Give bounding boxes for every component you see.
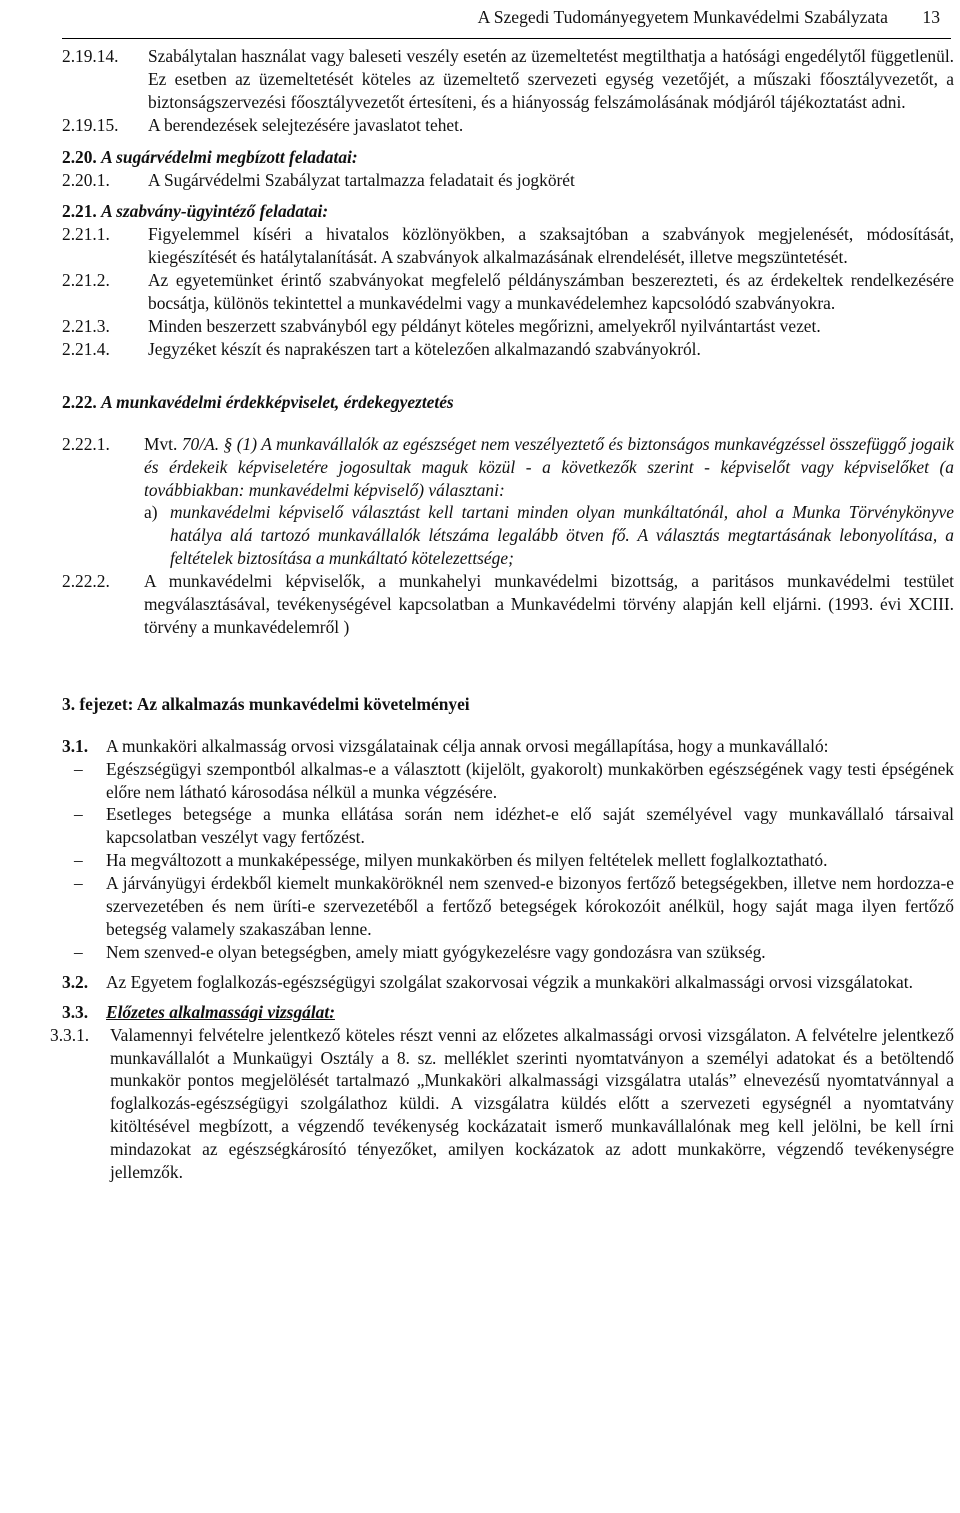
section-2-22-2	[62, 570, 954, 639]
law-quote: (1) A munkavállalók az egészséget nem veszélyeztető és biztonságos munkavégzéssel összefüggő jogaik és érdekeik képviseletére jogosultak maguk közül - a következők szerint - képviselőt vagy képviselőket (a továbbiakban: munkavédelmi képviselő) választani:	[144, 433, 954, 500]
section-number: 2.19.15.	[62, 114, 119, 135]
section-2-21-4	[62, 338, 954, 361]
section-number-2-21: 2.21.	[62, 201, 97, 222]
section-number: 2.21.2.	[62, 270, 110, 291]
section-number-2-20: 2.20.	[62, 146, 97, 167]
section-number: 2.20.1.	[62, 169, 110, 190]
section-title: A szabvány-ügyintéző feladatai:	[101, 201, 329, 222]
dash-bullet: –	[74, 804, 83, 825]
page-number: 13	[922, 7, 940, 27]
section-number: 3.2.	[62, 971, 89, 992]
section-number: 2.22.2.	[62, 571, 110, 592]
list-item-text: Ha megváltozott a munkaképessége, milyen munkakörben és milyen feltételek mellett foglalkoztatható.	[106, 850, 828, 871]
paragraph-reference: 70/A.	[181, 433, 220, 454]
list-item-text: Esetleges betegsége a munka ellátása során nem idézhet-e elő saját személyével vagy munkavállaló társaival kapcsolatban veszélyt vagy fertőzést.	[106, 804, 954, 848]
section-3-2	[62, 971, 954, 994]
section-3-3-1	[50, 1024, 954, 1184]
section-2-19-15	[62, 114, 954, 137]
section-text: A berendezések selejtezésére javaslatot tehet.	[148, 114, 464, 135]
section-number: 2.21.1.	[62, 224, 110, 245]
list-item-text: A járványügyi érdekből kiemelt munkaköröknél nem szenved-e bizonyos fertőző betegségekben, illetve nem hordozza-e szervezetében és nem üríti-e szervezetéből a fertőző betegségek kórokozóit anélkül, hogy saját maga ilyen fertőző betegség valamely szakaszában lenne.	[106, 873, 954, 939]
section-3-1	[62, 735, 954, 758]
dash-bullet: –	[74, 850, 83, 871]
page-header	[0, 6, 940, 29]
section-2-20-heading	[62, 146, 954, 169]
section-text: Az Egyetem foglalkozás-egészségügyi szolgálat szakorvosai végzik a munkaköri alkalmassági orvosi vizsgálatokat.	[106, 971, 913, 992]
section-number-2-22: 2.22.	[62, 391, 97, 412]
list-item	[62, 849, 954, 872]
section-3-3-heading	[62, 1001, 954, 1024]
section-title: A munkavédelmi érdekképviselet, érdekegyeztetés	[101, 391, 454, 412]
section-title: A sugárvédelmi megbízott feladatai:	[101, 146, 358, 167]
section-body	[144, 433, 954, 570]
header-rule	[62, 38, 951, 39]
section-text: A Sugárvédelmi Szabályzat tartalmazza feladatait és jogkörét	[148, 169, 575, 190]
list-item	[62, 803, 954, 849]
section-2-22-1	[62, 433, 954, 570]
section-2-22-heading	[62, 391, 954, 414]
list-item	[62, 758, 954, 804]
section-text: Valamennyi felvételre jelentkező köteles részt venni az előzetes alkalmassági orvosi vizsgálaton. A felvételre jelentkező munkavállalót a Munkaügyi Osztály a 8. sz. melléklet szerinti nyomtatványon a személyi adatokat és a betöltendő munkakör pontos megjelölését tartalmazó „Munkaköri alkalmassági vizsgálatra utalás” elnevezésű nyomtatvánnyal a foglalkozás-egészségügyi szolgálathoz küldi. A vizsgálatra küldés előtt a szervezeti egységnél a nyomtatvány kitöltésével megbízott, a végzendő tevékenység kockázatait ismerő munkavállalónak meg kell jelölni, be kell írni mindazokat az egészségkárosító tényezőket, amilyen kockázatok az adott munkakörre, végzendő tevékenységre jellemzők.	[110, 1024, 954, 1183]
document-body	[50, 45, 954, 1184]
section-number: 2.21.3.	[62, 315, 110, 336]
section-text: Minden beszerzett szabványból egy példányt köteles megőrizni, amelyekről nyilvántartást vezet.	[148, 315, 821, 336]
paragraph-sign: §	[223, 433, 233, 454]
law-item-a	[144, 501, 954, 570]
section-number: 2.21.4.	[62, 338, 110, 359]
section-number: 3.3.1.	[50, 1024, 90, 1045]
section-text: Jegyzéket készít és naprakészen tart a kötelezően alkalmazandó szabványokról.	[148, 338, 701, 359]
section-title: Előzetes alkalmassági vizsgálat:	[106, 1001, 335, 1022]
item-label: a)	[144, 502, 158, 523]
dash-bullet: –	[74, 873, 83, 894]
section-number: 3.1.	[62, 735, 89, 756]
section-2-21-3	[62, 315, 954, 338]
chapter-3-title: 3. fejezet: Az alkalmazás munkavédelmi követelményei	[62, 693, 470, 714]
section-text: Figyelemmel kíséri a hivatalos közlönyökben, a szaksajtóban a szabványok megjelenését, módosítását, kiegészítését és hatálytalanítását. A szabványok alkalmazásának elrendelését, illetve megszüntetését.	[148, 224, 954, 268]
section-2-19-14	[62, 45, 954, 114]
list-item-text: Nem szenved-e olyan betegségben, amely miatt gyógykezelésre vagy gondozásra van szükség.	[106, 941, 766, 962]
dash-bullet: –	[74, 758, 83, 779]
section-number: 3.3.	[62, 1001, 89, 1022]
list-item-text: Egészségügyi szempontból alkalmas-e a választott (kijelölt, gyakorolt) munkakörben egészségének vagy testi épségének előre nem látható károsodása nélkül a munka végzésére.	[106, 758, 954, 802]
section-text: Szabálytalan használat vagy baleseti veszély esetén az üzemeltetést megtilthatja a hatósági engedélytől függetlenül. Ez esetben az üzemeltetését köteles az üzemeltető szervezeti egység vezetőjét, a műszaki főosztályvezetőt, a biztonságszervezési főosztályvezetőt értesíteni, és a hiányosság felszámolásának módjáról tájékoztatást adni.	[148, 46, 954, 112]
section-2-21-1	[62, 223, 954, 269]
section-2-20-1	[62, 169, 954, 192]
section-2-21-2	[62, 269, 954, 315]
section-text: A munkaköri alkalmasság orvosi vizsgálatainak célja annak orvosi megállapítása, hogy a munkavállaló:	[106, 735, 829, 756]
list-item	[62, 941, 954, 964]
section-number: 2.22.1.	[62, 433, 110, 454]
law-reference: Mvt.	[144, 433, 178, 454]
section-number: 2.19.14.	[62, 46, 119, 66]
item-text: munkavédelmi képviselő választást kell tartani minden olyan munkáltatónál, ahol a Munka Törvénykönyve hatálya alá tartozó munkavállalók létszáma legalább ötven fő. A választás megtartásának lebonyolítása, a feltételek biztosítása a munkáltató kötelezettsége;	[170, 502, 954, 569]
dash-bullet: –	[74, 941, 83, 962]
section-text: A munkavédelmi képviselők, a munkahelyi munkavédelmi bizottság, a paritásos munkavédelmi testület megválasztásával, tevékenységével kapcsolatban a Munkavédelmi törvény alapján kell eljárni. (1993. évi XCIII. törvény a munkavédelemről )	[144, 571, 954, 637]
header-title: A Szegedi Tudományegyetem Munkavédelmi Szabályzata	[477, 7, 888, 27]
section-text: Az egyetemünket érintő szabványokat megfelelő példányszámban beszerezteti, és az érdekeltek rendelkezésére bocsátja, különös tekintettel a munkavédelmi vagy a munkavédelemhez kapcsolódó szabványokra.	[148, 270, 954, 314]
section-2-21-heading	[62, 200, 954, 223]
list-item	[62, 872, 954, 941]
